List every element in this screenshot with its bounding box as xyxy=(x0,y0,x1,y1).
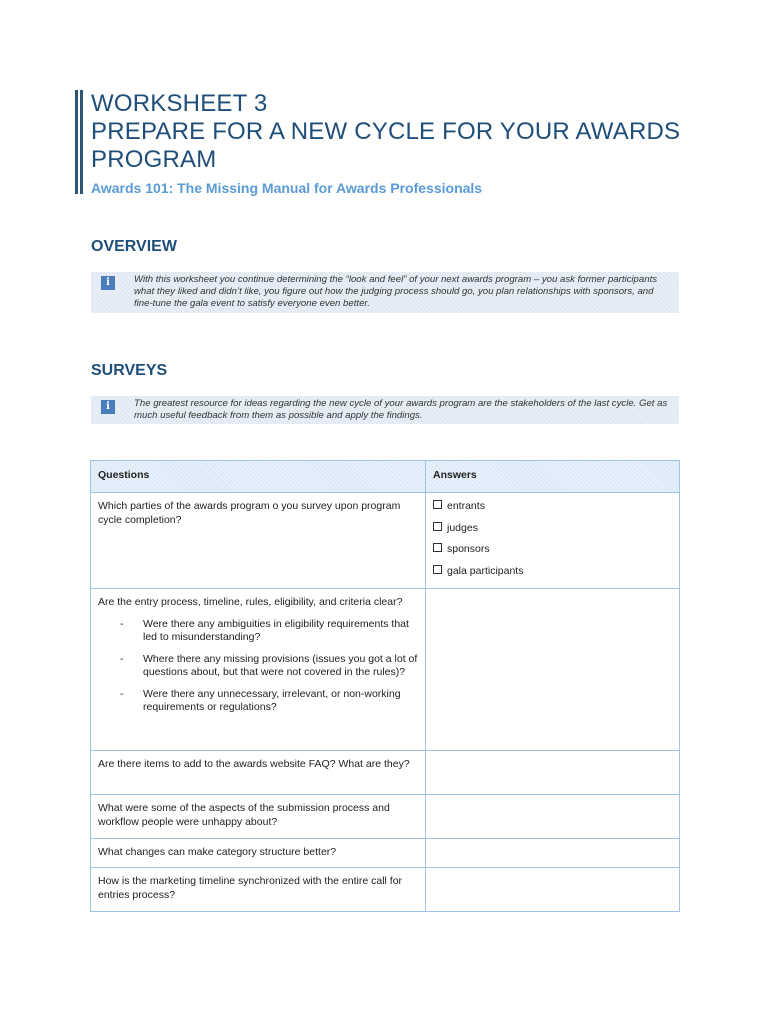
questions-header: Questions xyxy=(91,461,426,493)
survey-table xyxy=(90,460,680,912)
answer-cell[interactable] xyxy=(426,589,680,751)
title-block xyxy=(75,90,711,196)
title-accent-bar xyxy=(75,90,83,194)
table-row xyxy=(91,751,680,795)
answer-cell xyxy=(426,493,680,589)
list-dash: - xyxy=(120,652,124,665)
answer-cell[interactable] xyxy=(426,868,680,912)
surveys-note xyxy=(91,396,679,424)
title-line-2: PREPARE FOR A NEW CYCLE FOR YOUR AWARDS xyxy=(91,118,681,145)
sub-question xyxy=(98,688,418,715)
table-row xyxy=(91,589,680,751)
checkbox-icon[interactable] xyxy=(433,543,442,552)
sub-question-text: Where there any missing provisions (issues you got a lot of questions about, but that were not covered in the rules)? xyxy=(143,652,418,678)
question-cell xyxy=(91,589,426,751)
checkbox-option-entrants[interactable] xyxy=(433,500,672,514)
table-row xyxy=(91,493,680,589)
question-cell: Which parties of the awards program o you survey upon program cycle completion? xyxy=(91,493,426,589)
question-cell: Are there items to add to the awards website FAQ? What are they? xyxy=(91,751,426,795)
list-dash: - xyxy=(120,617,124,630)
sub-question-text: Were there any ambiguities in eligibility requirements that led to misunderstanding? xyxy=(143,617,409,643)
checkbox-option-sponsors[interactable] xyxy=(433,543,672,557)
answers-header: Answers xyxy=(426,461,680,493)
list-dash: - xyxy=(120,687,124,700)
surveys-heading: SURVEYS xyxy=(91,362,168,379)
title-line-1: WORKSHEET 3 xyxy=(91,90,268,117)
subtitle: Awards 101: The Missing Manual for Awards Professionals xyxy=(91,180,483,196)
checkbox-icon[interactable] xyxy=(433,522,442,531)
table-row xyxy=(91,868,680,912)
sub-question-text: Were there any unnecessary, irrelevant, or non-working requirements or regulations? xyxy=(143,687,401,713)
answer-cell[interactable] xyxy=(426,839,680,868)
option-label: judges xyxy=(447,521,478,534)
overview-note xyxy=(91,272,679,313)
question-text: Are the entry process, timeline, rules, eligibility, and criteria clear? xyxy=(98,596,403,608)
title-line-3: PROGRAM xyxy=(91,146,217,173)
question-cell: How is the marketing timeline synchronized with the entire call for entries process? xyxy=(91,868,426,912)
option-label: entrants xyxy=(447,500,485,512)
overview-note-text: With this worksheet you continue determining the “look and feel” of your next awards program – you ask former participants what they liked and didn’t like, you figure out how the judging process should go, you plan relationships with sponsors, and fine-tune the gala event to satisfy everyone even better. xyxy=(134,274,658,310)
surveys-note-text: The greatest resource for ideas regarding the new cycle of your awards program are the stakeholders of the last cycle. Get as much useful feedback from them as possible and apply the findings. xyxy=(134,398,668,422)
table-row xyxy=(91,839,680,868)
sub-question xyxy=(98,618,418,645)
option-label: sponsors xyxy=(447,543,490,555)
info-icon: i xyxy=(101,400,115,414)
checkbox-icon[interactable] xyxy=(433,500,442,509)
sub-question xyxy=(98,653,418,680)
answer-cell[interactable] xyxy=(426,795,680,839)
question-cell: What changes can make category structure better? xyxy=(91,839,426,868)
checkbox-icon[interactable] xyxy=(433,565,442,574)
question-cell: What were some of the aspects of the submission process and workflow people were unhappy about? xyxy=(91,795,426,839)
info-icon: i xyxy=(101,276,115,290)
checkbox-option-gala-participants[interactable] xyxy=(433,565,672,579)
answer-cell[interactable] xyxy=(426,751,680,795)
checkbox-option-judges[interactable] xyxy=(433,522,672,536)
table-header-row xyxy=(91,461,680,493)
table-row xyxy=(91,795,680,839)
overview-heading: OVERVIEW xyxy=(91,238,177,255)
option-label: gala participants xyxy=(447,564,524,577)
